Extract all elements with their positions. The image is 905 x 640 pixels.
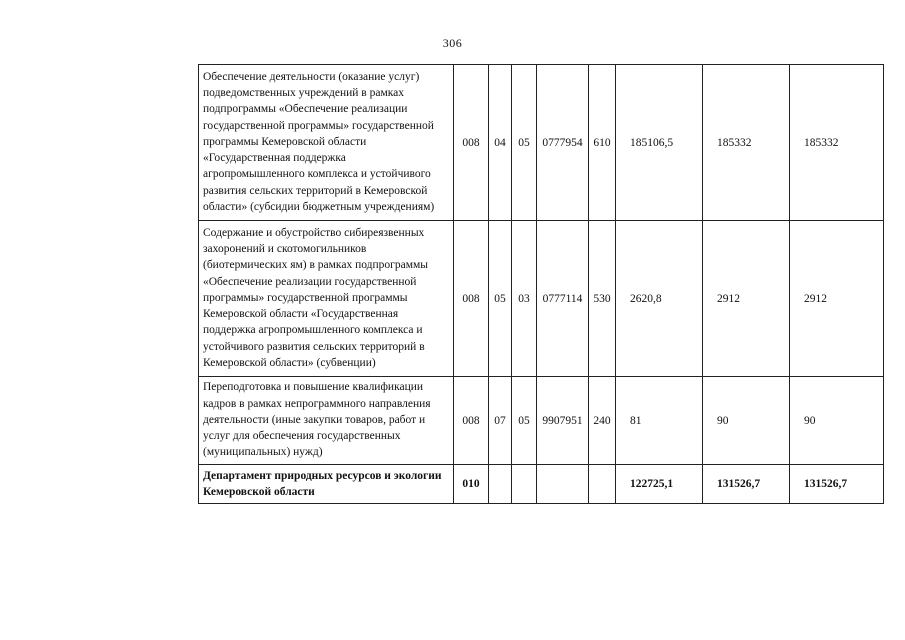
target-code: 0777114 bbox=[537, 221, 589, 377]
section-code: 07 bbox=[489, 377, 512, 465]
target-code bbox=[537, 465, 589, 504]
amount-year-2: 185332 bbox=[703, 65, 790, 221]
page-number: 306 bbox=[442, 36, 463, 50]
amount-year-3: 2912 bbox=[790, 221, 884, 377]
section-code: 05 bbox=[489, 221, 512, 377]
expense-type-code: 530 bbox=[589, 221, 616, 377]
amount-year-1: 81 bbox=[616, 377, 703, 465]
expense-type-code: 240 bbox=[589, 377, 616, 465]
ministry-code: 008 bbox=[454, 377, 489, 465]
amount-year-1: 122725,1 bbox=[616, 465, 703, 504]
row-description: Переподготовка и повышение квалификации кадров в рамках непрограммного направления деятельности (иные закупки товаров, работ и услуг для обеспечения государственных (муниципальных) нужд) bbox=[199, 377, 454, 465]
expense-type-code bbox=[589, 465, 616, 504]
section-code bbox=[489, 465, 512, 504]
table-row bbox=[199, 65, 884, 221]
target-code: 0777954 bbox=[537, 65, 589, 221]
subsection-code bbox=[512, 465, 537, 504]
ministry-code: 008 bbox=[454, 221, 489, 377]
row-description: Обеспечение деятельности (оказание услуг) подведомственных учреждений в рамках подпрограммы «Обеспечение реализации государственной программы» государственной программы Кемеровской области «Государственная поддержка агропромышленного комплекса и устойчивого развития сельских территорий в Кемеровской области» (субсидии бюджетным учреждениям) bbox=[199, 65, 454, 221]
section-code: 04 bbox=[489, 65, 512, 221]
amount-year-3: 185332 bbox=[790, 65, 884, 221]
ministry-code: 008 bbox=[454, 65, 489, 221]
total-description: Департамент природных ресурсов и экологии Кемеровской области bbox=[199, 465, 454, 504]
amount-year-2: 2912 bbox=[703, 221, 790, 377]
subsection-code: 03 bbox=[512, 221, 537, 377]
amount-year-3: 131526,7 bbox=[790, 465, 884, 504]
subsection-code: 05 bbox=[512, 377, 537, 465]
amount-year-1: 185106,5 bbox=[616, 65, 703, 221]
amount-year-1: 2620,8 bbox=[616, 221, 703, 377]
table-row bbox=[199, 377, 884, 465]
table-row bbox=[199, 221, 884, 377]
amount-year-3: 90 bbox=[790, 377, 884, 465]
expense-type-code: 610 bbox=[589, 65, 616, 221]
table-row-total bbox=[199, 465, 884, 504]
ministry-code: 010 bbox=[454, 465, 489, 504]
budget-table bbox=[198, 64, 884, 504]
target-code: 9907951 bbox=[537, 377, 589, 465]
amount-year-2: 90 bbox=[703, 377, 790, 465]
amount-year-2: 131526,7 bbox=[703, 465, 790, 504]
row-description: Содержание и обустройство сибиреязвенных захоронений и скотомогильников (биотермических ям) в рамках подпрограммы «Обеспечение реализации государственной программы» государственной программы Кемеровской области «Государственная поддержка агропромышленного комплекса и устойчивого развития сельских территорий в Кемеровской области» (субвенции) bbox=[199, 221, 454, 377]
subsection-code: 05 bbox=[512, 65, 537, 221]
